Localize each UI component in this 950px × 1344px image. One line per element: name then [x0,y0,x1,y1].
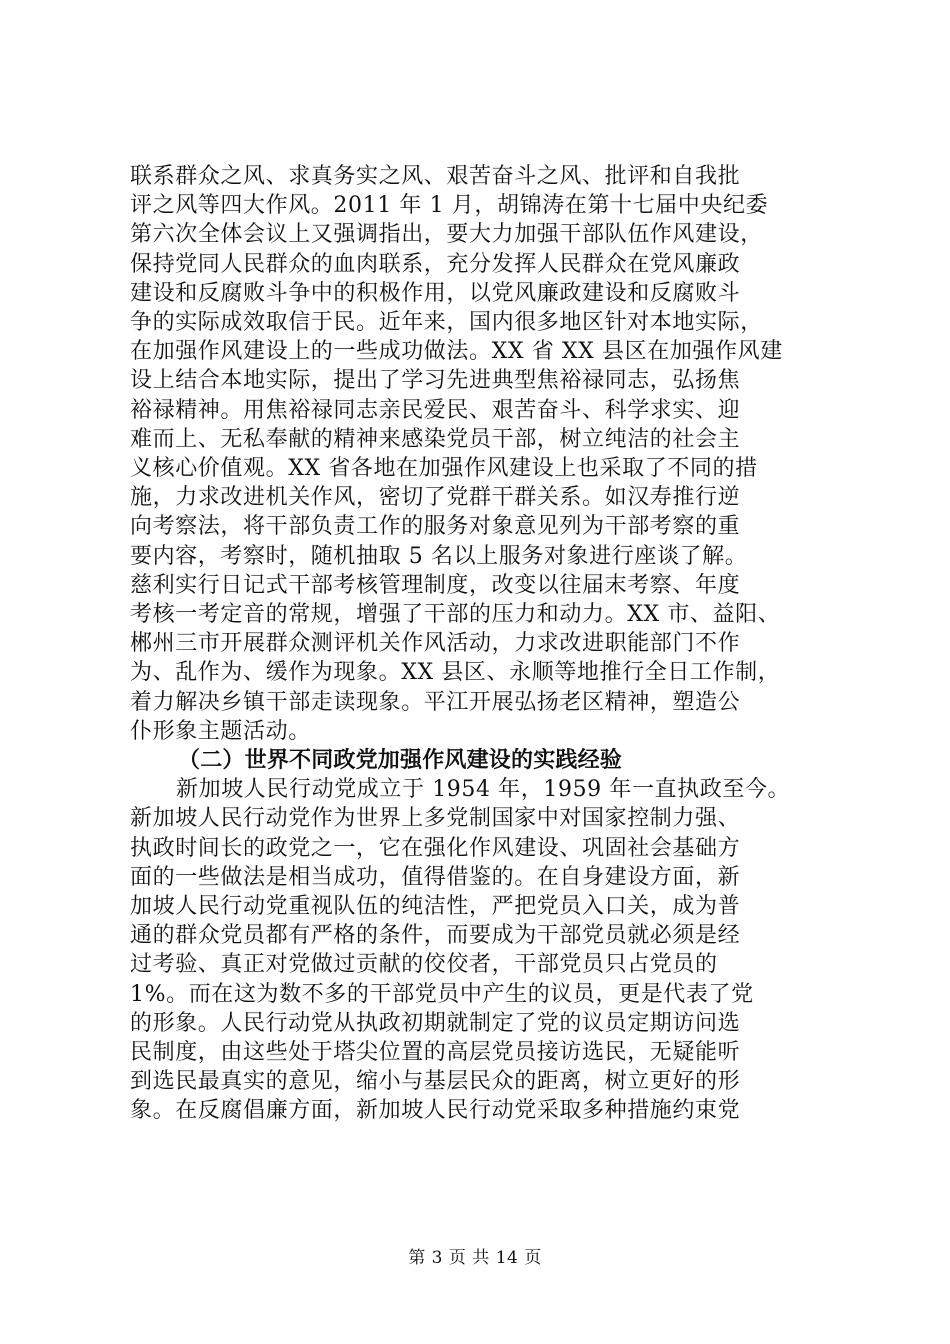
paragraph-1-line: 施，力求改进机关作风，密切了党群干群关系。如汉寿推行逆 [130,485,741,510]
paragraph-2-line: 通的群众党员都有严格的条件，而要成为干部党员就必须是经 [130,923,741,948]
paragraph-1-line: 郴州三市开展群众测评机关作风活动，力求改进职能部门不作 [130,631,741,656]
paragraph-1-line: 为、乱作为、缓作为现象。XX 县区、永顺等地推行全日工作制， [130,660,781,685]
paragraph-2-line: 执政时间长的政党之一，它在强化作风建设、巩固社会基础方 [130,836,741,861]
paragraph-1-line: 设上结合本地实际，提出了学习先进典型焦裕禄同志，弘扬焦 [130,368,741,393]
page-number-footer: 第 3 页 共 14 页 [408,1248,542,1268]
paragraph-2-line: 加坡人民行动党重视队伍的纯洁性，严把党员入口关，成为普 [130,894,741,919]
paragraph-1-line: 仆形象主题活动。 [130,719,311,744]
paragraph-1-line: 考核一考定音的常规，增强了干部的压力和动力。XX 市、益阳、 [130,602,781,627]
paragraph-1-line: 难而上、无私奉献的精神来感染党员干部，树立纯洁的社会主 [130,427,741,452]
paragraph-2-line: 的形象。人民行动党从执政初期就制定了党的议员定期访问选 [130,1011,741,1036]
paragraph-1-line: 争的实际成效取信于民。近年来，国内很多地区针对本地实际， [130,310,763,335]
paragraph-2-line: 面的一些做法是相当成功，值得借鉴的。在自身建设方面，新 [130,865,741,890]
paragraph-1-line: 在加强作风建设上的一些成功做法。XX 省 XX 县区在加强作风建 [130,339,783,364]
paragraph-1-line: 评之风等四大作风。2011 年 1 月，胡锦涛在第十七届中央纪委 [130,193,769,218]
section-heading: （二）世界不同政党加强作风建设的实践经验 [178,748,623,773]
paragraph-1-line: 要内容，考察时，随机抽取 5 名以上服务对象进行座谈了解。 [130,544,748,569]
paragraph-2-line: 象。在反腐倡廉方面，新加坡人民行动党采取多种措施约束党 [130,1098,741,1123]
paragraph-1-line: 保持党同人民群众的血肉联系，充分发挥人民群众在党风廉政 [130,252,741,277]
paragraph-1-line: 第六次全体会议上又强调指出，要大力加强干部队伍作风建设， [130,222,763,247]
paragraph-2-line: 过考验、真正对党做过贡献的佼佼者，干部党员只占党员的 [130,952,718,977]
paragraph-2-line: 新加坡人民行动党成立于 1954 年，1959 年一直执政至今。 [176,777,791,802]
paragraph-2-line: 民制度，由这些处于塔尖位置的高层党员接访选民，无疑能听 [130,1040,741,1065]
paragraph-1-line: 建设和反腐败斗争中的积极作用，以党风廉政建设和反腐败斗 [130,281,741,306]
paragraph-1-line: 向考察法，将干部负责工作的服务对象意见列为干部考察的重 [130,514,741,539]
paragraph-1-line: 义核心价值观。XX 省各地在加强作风建设上也采取了不同的措 [130,456,758,481]
paragraph-1-line: 慈利实行日记式干部考核管理制度，改变以往届末考察、年度 [130,573,741,598]
paragraph-2-line: 新加坡人民行动党作为世界上多党制国家中对国家控制力强、 [130,806,741,831]
paragraph-2-line: 1%。而在这为数不多的干部党员中产生的议员，更是代表了党 [130,982,754,1007]
paragraph-1-line: 联系群众之风、求真务实之风、艰苦奋斗之风、批评和自我批 [130,164,741,189]
paragraph-1-line: 着力解决乡镇干部走读现象。平江开展弘扬老区精神，塑造公 [130,690,741,715]
paragraph-1-line: 裕禄精神。用焦裕禄同志亲民爱民、艰苦奋斗、科学求实、迎 [130,398,741,423]
paragraph-2-line: 到选民最真实的意见，缩小与基层民众的距离，树立更好的形 [130,1069,741,1094]
